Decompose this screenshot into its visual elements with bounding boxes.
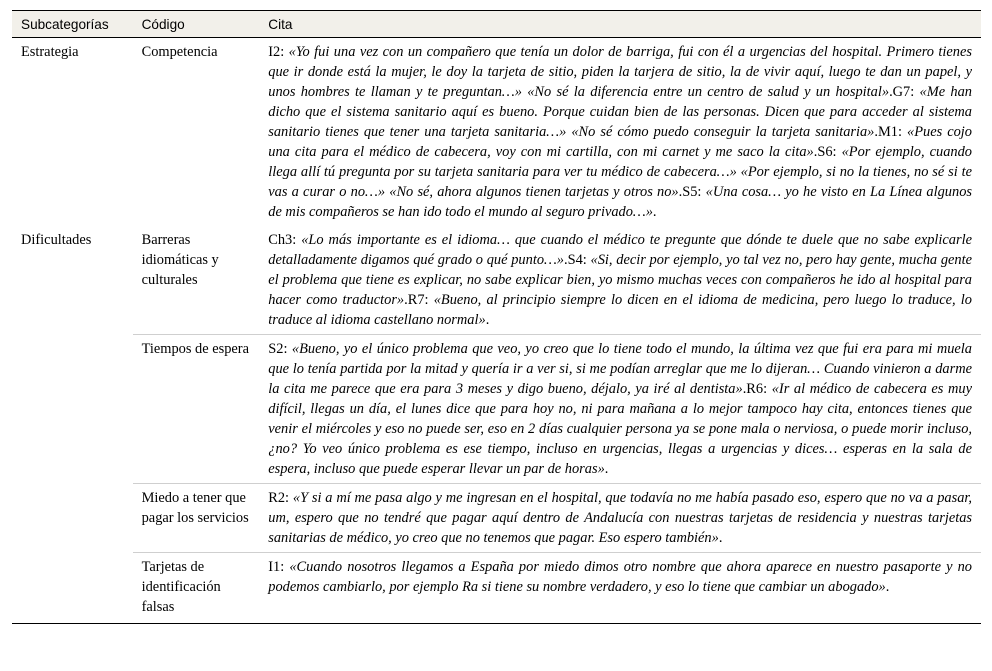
quote-text: «Y si a mí me pasa algo y me ingresan en el hospital, que todavía no me había pasado eso, espero que no va a pasar, um, espero que no tendré que pagar aquí dentro de Andalucía con nuestras tarjetas de residencia y nuestras tarjetas sanitarias de médico, yo creo que no tenemos que pagar. Eso espero también» bbox=[268, 490, 973, 546]
subcategory-cell bbox=[12, 335, 133, 484]
speaker-label: Ch3: bbox=[268, 232, 302, 248]
quote-text: «Me han dicho que el sistema sanitario aquí es bueno. Porque cuidan bien de las personas. Dicen que para acceder al sistema sanitario tienes que tener una tarjeta sanitaria…» «No sé cómo puedo conseguir la tarjeta sanitaria» bbox=[268, 84, 972, 140]
speaker-label: .S4: bbox=[564, 252, 591, 268]
table-row bbox=[12, 38, 981, 227]
speaker-label: .S5: bbox=[678, 184, 706, 200]
quote-cell bbox=[259, 38, 981, 227]
quote-text: «Yo fui una vez con un compañero que tenía un dolor de barriga, fui con él a urgencias del hospital. Primero tienes que ir donde está la mujer, le doy la tarjeta de sitio, piden la tarjera de sitio, la de vivir aquí, luego te dan un papel, y unos hombres te llaman y te preguntan…» «No sé la diferencia entre un centro de salud y un hospital» bbox=[268, 44, 972, 100]
quote-cell bbox=[259, 226, 981, 335]
speaker-label: .R7: bbox=[404, 292, 434, 308]
header-quote: Cita bbox=[259, 11, 981, 38]
speaker-label: . bbox=[718, 530, 723, 546]
table-row bbox=[12, 484, 981, 553]
code-cell: Tiempos de espera bbox=[133, 335, 260, 484]
subcategory-cell bbox=[12, 484, 133, 553]
table-row bbox=[12, 226, 981, 335]
header-code: Código bbox=[133, 11, 260, 38]
speaker-label: R2: bbox=[268, 490, 293, 506]
quote-cell bbox=[259, 553, 981, 624]
header-row bbox=[12, 11, 981, 38]
speaker-label: .G7: bbox=[889, 84, 920, 100]
quote-text: «Pues cojo una cita para el médico de cabecera, voy con mi cartilla, con mi carnet y me saco la cita» bbox=[268, 124, 972, 160]
speaker-label: . bbox=[652, 204, 657, 220]
code-cell: Tarjetas de identificación falsas bbox=[133, 553, 260, 624]
subcategory-cell: Dificultades bbox=[21, 232, 92, 248]
speaker-label: S2: bbox=[268, 341, 292, 357]
speaker-label: .S6: bbox=[813, 144, 842, 160]
table-container bbox=[12, 10, 981, 624]
header-subcategory: Subcategorías bbox=[12, 11, 133, 38]
code-cell: Barreras idiomáticas y culturales bbox=[141, 232, 219, 288]
speaker-label: I1: bbox=[268, 559, 290, 575]
speaker-label: .R6: bbox=[742, 381, 772, 397]
quote-text: «Bueno, al principio siempre lo dicen en el idioma de medicina, pero luego lo traduce, lo traduce al idioma castellano normal» bbox=[268, 292, 972, 328]
quote-text: «Ir al médico de cabecera es muy difícil, llegas un día, el lunes dice que para hoy no, ni para mañana a lo mejor tampoco hay cita, entonces tienes que venir el miércoles y eso no puede ser, eso en 2 días cualquier persona ya se pone mala o nerviosa, o puede morir incluso, ¿no? Yo veo único problema es ese tiempo, incluso en urgencias, llegas a urgencias y dices… esperas en la sala de espera, incluso que puede esperar llevar un par de horas» bbox=[268, 381, 972, 477]
subcategory-cell: Estrategia bbox=[21, 44, 79, 60]
speaker-label: . bbox=[485, 312, 490, 328]
quote-text: «Lo más importante es el idioma… que cuando el médico te pregunte que dónde te duele que no sabe explicarle detalladamente digamos qué grado o qué punto…» bbox=[268, 232, 972, 268]
table-body bbox=[12, 38, 981, 624]
table-row bbox=[12, 553, 981, 624]
quote-cell bbox=[259, 484, 981, 553]
quote-text: «Si, decir por ejemplo, yo tal vez no, pero hay gente, mucha gente el problema que tiene es explicar, no sabe explicar bien, yo mismo muchas veces con compañeros he ido al hospital para hacer como traductor» bbox=[268, 252, 972, 308]
speaker-label: . bbox=[604, 461, 609, 477]
quote-text: «Una cosa… yo he visto en La Línea algunos de mis compañeros se han ido todo el mundo al seguro privado…» bbox=[268, 184, 972, 220]
quote-text: «Bueno, yo el único problema que veo, yo creo que lo tiene todo el mundo, la última vez que fui era para mi muela que lo tenía partida por la mitad y quería ir a ver si, si me podían arreglar que me lo dijeran… Cuando vinieron a darme la cita me parece que era para 3 meses y digo bueno, déjalo, ya iré al dentista» bbox=[268, 341, 972, 397]
quote-text: «Por ejemplo, cuando llega allí tú pregunta por su tarjeta sanitaria para ver tu médico de cabecera…» «Por ejemplo, si no la tienes, no sé si te vas a curar o no…» «No sé, ahora algunos tienen tarjetas y otros no» bbox=[268, 144, 972, 200]
quotes-table bbox=[12, 10, 981, 624]
table-row bbox=[12, 335, 981, 484]
speaker-label: . bbox=[885, 579, 890, 595]
quote-text: «Cuando nosotros llegamos a España por miedo dimos otro nombre que ahora aparece en nuestro pasaporte y no podemos cambiarlo, por ejemplo Ra si tiene su nombre verdadero, y eso lo tiene que cambiar un abogado» bbox=[268, 559, 972, 595]
code-cell: Competencia bbox=[141, 44, 218, 60]
quote-cell bbox=[259, 335, 981, 484]
subcategory-cell bbox=[12, 553, 133, 624]
speaker-label: .M1: bbox=[874, 124, 908, 140]
speaker-label: I2: bbox=[268, 44, 289, 60]
code-cell: Miedo a tener que pagar los servicios bbox=[133, 484, 260, 553]
